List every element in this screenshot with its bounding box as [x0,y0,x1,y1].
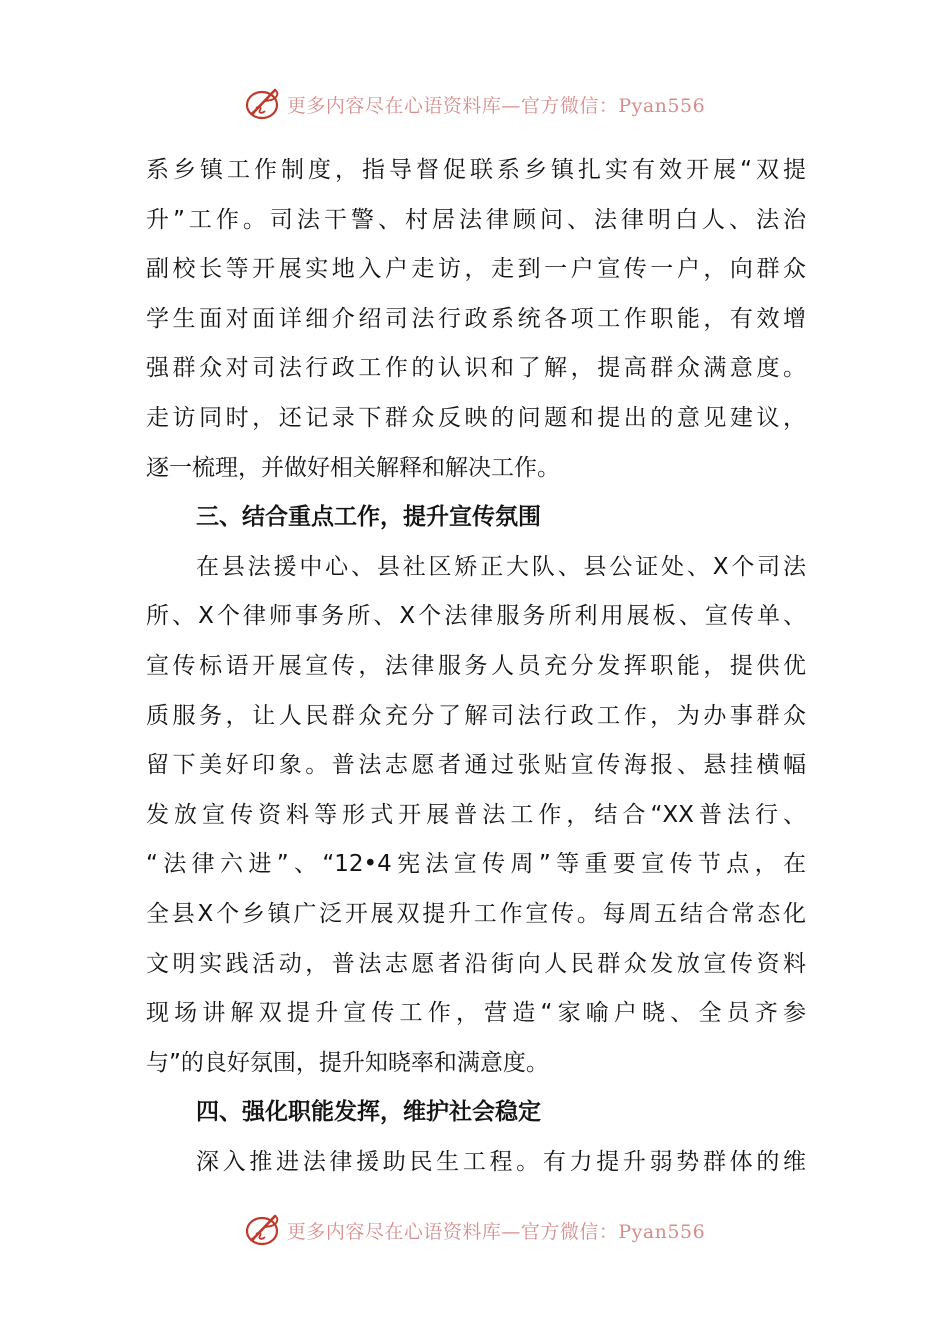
header-watermark-banner [0,84,950,124]
footer-watermark-banner [0,1210,950,1250]
body-line: 走访同时，还记录下群众反映的问题和提出的意见建议， [146,404,806,431]
footer-watermark-text: 更多内容尽在心语资料库—官方微信：Pyan556 [286,1220,706,1243]
body-line: 留下美好印象。普法志愿者通过张贴宣传海报、悬挂横幅 [146,752,806,779]
body-line: 强群众对司法行政工作的认识和了解，提高群众满意度。 [146,355,806,382]
body-line: 现场讲解双提升宣传工作，营造“家喻户晓、全员齐参 [146,1000,806,1027]
body-line: 系乡镇工作制度，指导督促联系乡镇扎实有效开展“双提 [146,157,806,183]
section-heading: 三、结合重点工作，提升宣传氛围 [196,504,541,531]
body-line: 全县X个乡镇广泛开展双提升工作宣传。每周五结合常态化 [146,900,806,927]
body-line: 逐一梳理，并做好相关解释和解决工作。 [146,454,560,481]
body-line: 学生面对面详细介绍司法行政系统各项工作职能，有效增 [146,305,806,332]
body-line: 升”工作。司法干警、村居法律顾问、法律明白人、法治 [146,206,806,233]
quill-pen-seal-icon [245,86,283,122]
body-line: 质服务，让人民群众充分了解司法行政工作，为办事群众 [146,702,806,729]
body-line: 与”的良好氛围，提升知晓率和满意度。 [146,1049,549,1076]
body-line: 宣传标语开展宣传，法律服务人员充分发挥职能，提供优 [146,652,806,679]
quill-pen-seal-icon [245,1212,283,1248]
header-watermark-text: 更多内容尽在心语资料库—官方微信：Pyan556 [286,94,706,117]
document-body [146,146,806,1187]
body-line: 文明实践活动，普法志愿者沿街向人民群众发放宣传资料 [146,950,806,977]
body-line: 副校长等开展实地入户走访，走到一户宣传一户，向群众 [146,256,806,283]
body-line: 深入推进法律援助民生工程。有力提升弱势群体的维 [196,1148,806,1175]
body-line: 所、X个律师事务所、X个法律服务所利用展板、宣传单、 [146,603,806,630]
body-line: 在县法援中心、县社区矫正大队、县公证处、X个司法 [196,553,806,580]
body-line: 发放宣传资料等形式开展普法工作，结合“XX普法行、 [146,801,806,828]
section-heading: 四、强化职能发挥，维护社会稳定 [196,1099,541,1126]
body-line: “法律六进”、“12•4宪法宣传周”等重要宣传节点，在 [146,851,806,878]
